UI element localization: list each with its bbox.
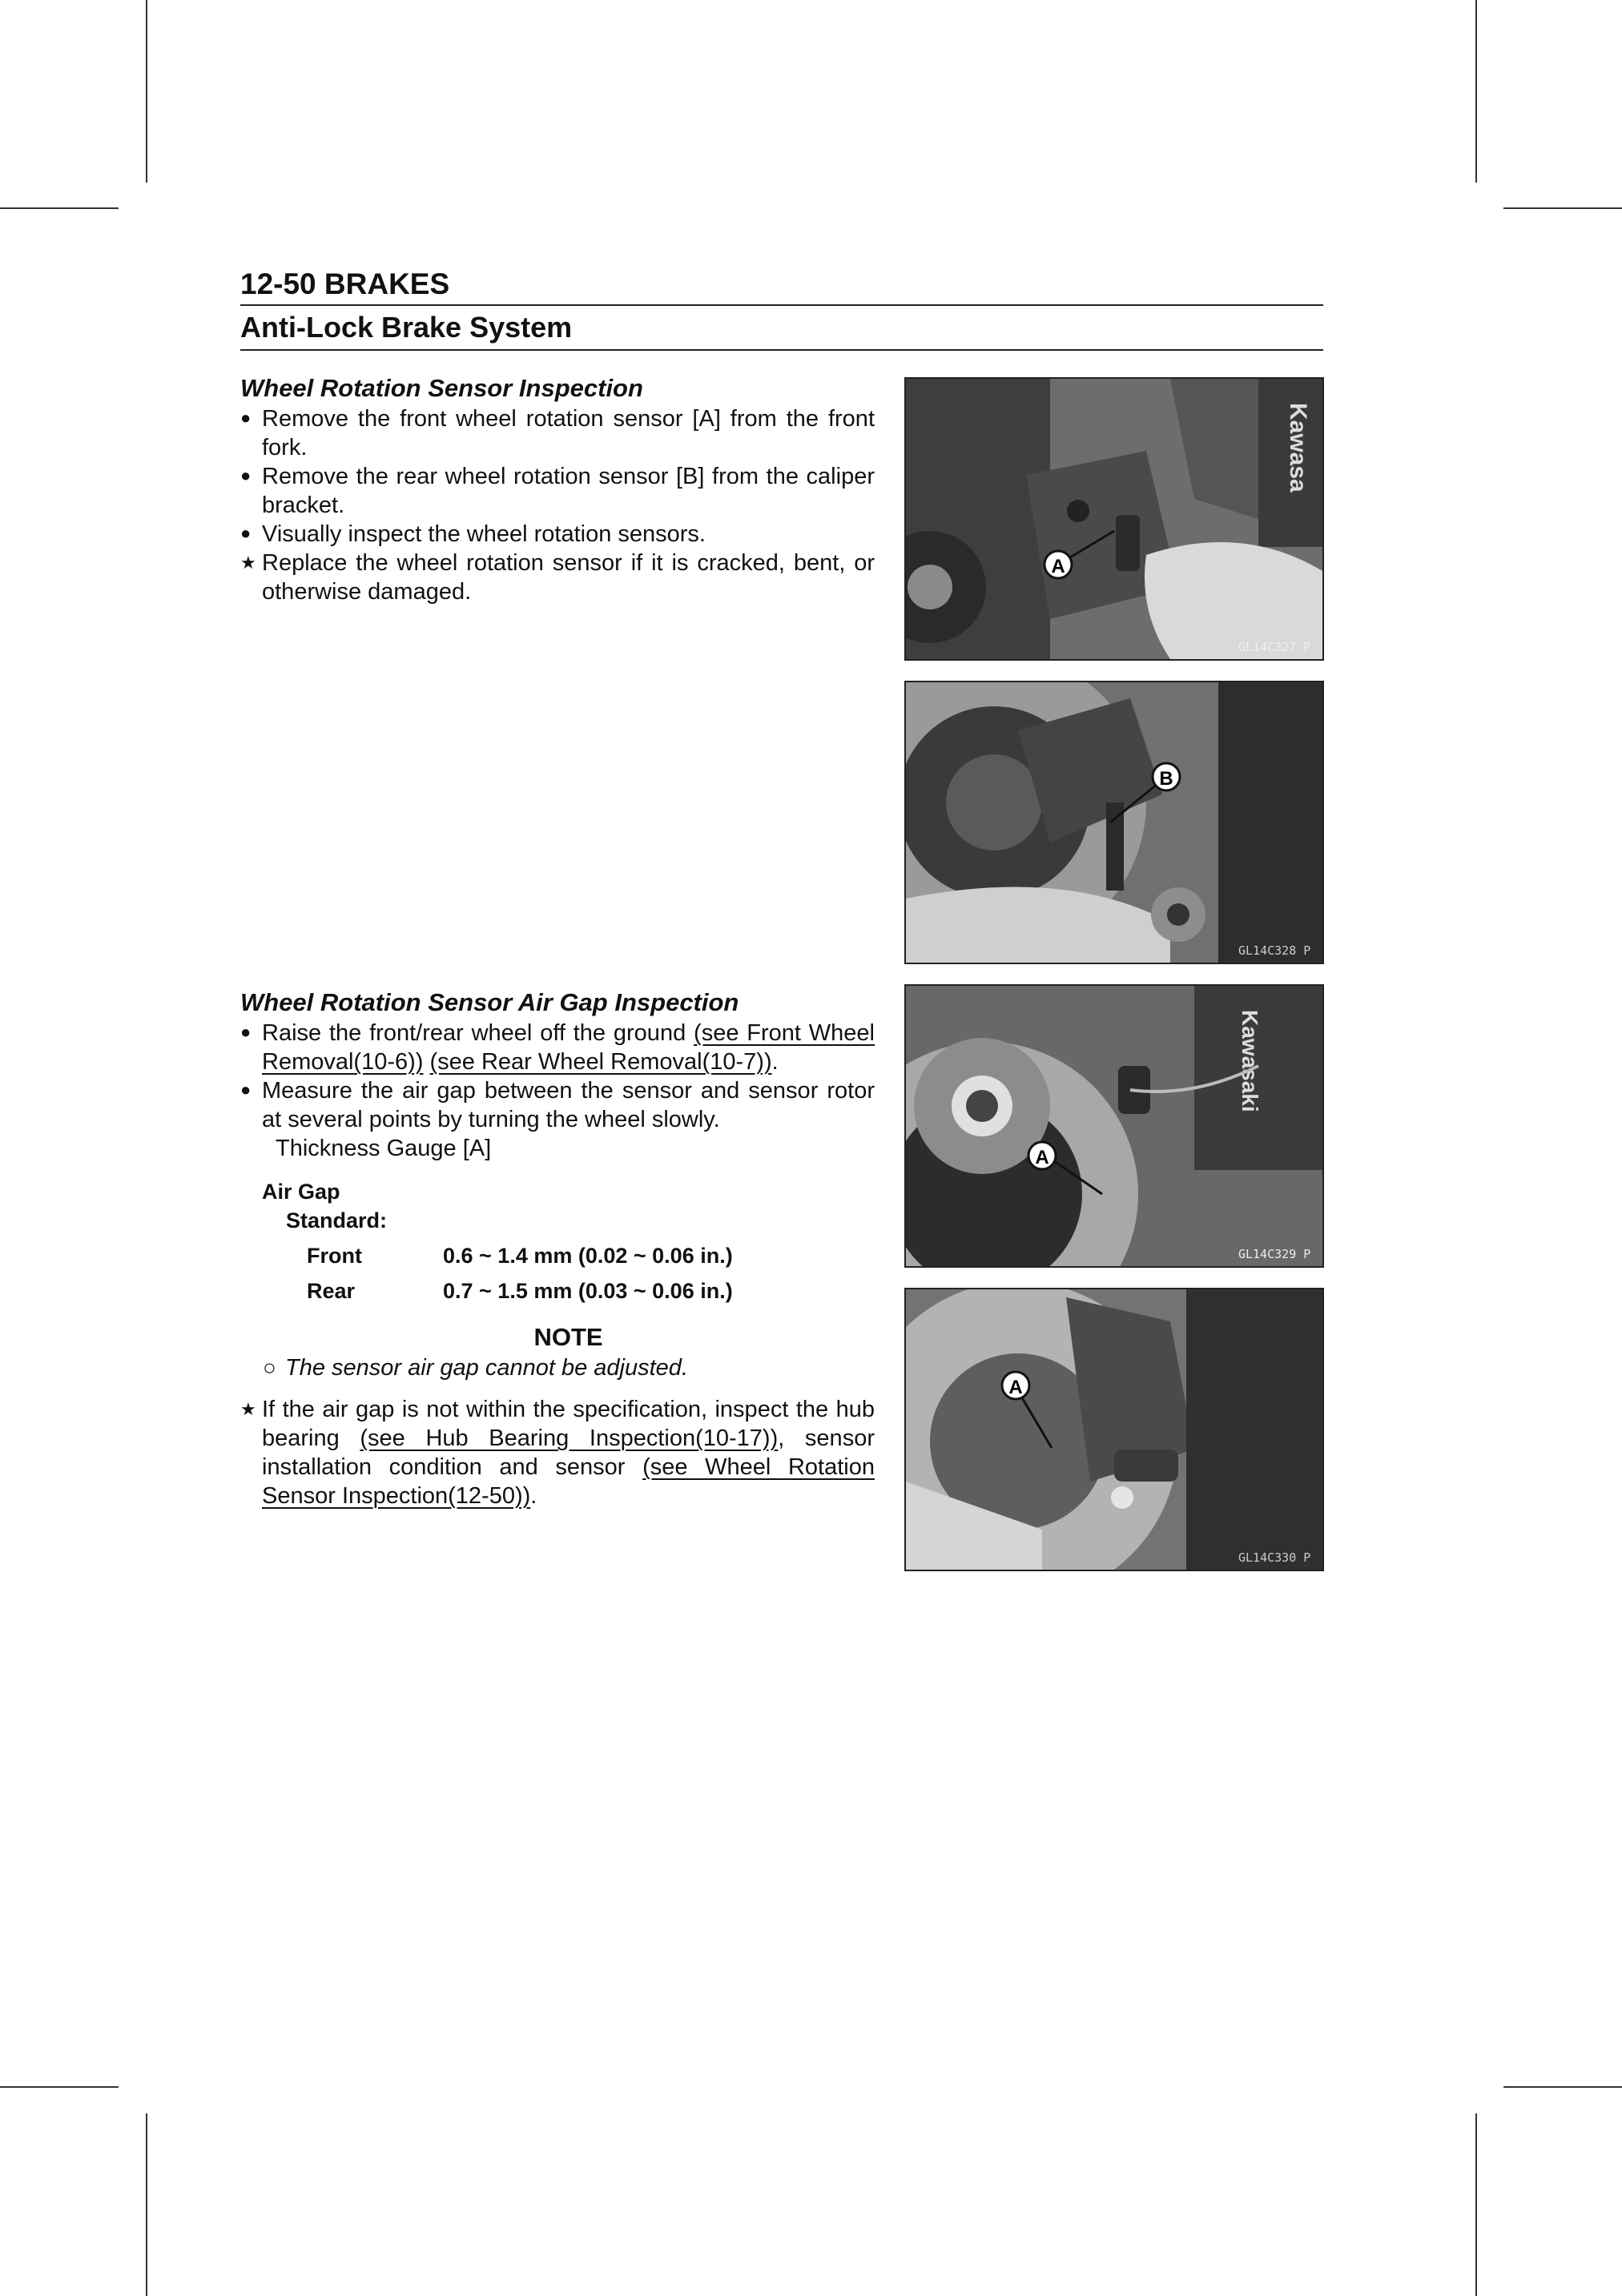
star-icon: ★ (240, 1399, 256, 1419)
callout-label: A (1051, 556, 1065, 577)
page-title: 12-50 BRAKES (240, 267, 450, 300)
figure-caption: GL14C330 P (1238, 1550, 1311, 1565)
air-gap-section (240, 987, 875, 1510)
link-hub-bearing-inspection[interactable]: (see Hub Bearing Inspection(10-17)) (360, 1425, 779, 1451)
page-header (240, 264, 1323, 351)
list-item: ● Visually inspect the wheel rotation sensors. (240, 520, 875, 549)
crop-mark (0, 207, 119, 209)
circle-icon: ○ (263, 1355, 276, 1380)
figure-caption: GL14C327 P (1238, 640, 1311, 654)
link-wheel-rotation-sensor-inspection[interactable]: (see Wheel Rotation Sensor Inspection(12-50)) (262, 1454, 875, 1509)
crop-mark (1503, 2086, 1622, 2088)
spec-block (240, 1177, 875, 1305)
figure-front-air-gap-photo (904, 984, 1324, 1268)
bullet-icon: ● (240, 465, 252, 485)
crop-mark (146, 2113, 147, 2296)
crop-mark (1475, 2113, 1477, 2296)
figure-front-sensor-photo (904, 377, 1324, 661)
note-heading: NOTE (533, 1323, 603, 1351)
list-item: ★ If the air gap is not within the specification, inspect the hub bearing (see Hub Bearing Inspection(10-17)), sensor installation condition and sensor (see Wheel Rotation Sensor Inspection(12-50)). (240, 1397, 875, 1509)
callout-label: B (1159, 768, 1173, 790)
figure-caption: GL14C329 P (1238, 1247, 1311, 1261)
bullet-icon: ● (240, 1080, 252, 1100)
figure-rear-sensor-photo (904, 681, 1324, 964)
list-item: ● Measure the air gap between the sensor and sensor rotor at several points by turning the wheel slowly. (240, 1076, 875, 1134)
callout-label: A (1008, 1377, 1023, 1398)
spec-row: Rear 0.7 ~ 1.5 mm (0.03 ~ 0.06 in.) (307, 1279, 733, 1303)
callout-label: A (1035, 1147, 1049, 1168)
star-icon: ★ (240, 553, 256, 573)
header-rule (240, 349, 1323, 351)
list-item: ● Raise the front/rear wheel off the ground (see Front Wheel Removal(10-6)) (see Rear Wheel Removal(10-7)). (240, 1019, 875, 1076)
brand-lettering: Kawasa (1285, 403, 1311, 493)
crop-mark (0, 2086, 119, 2088)
note-text: ○ The sensor air gap cannot be adjusted. (263, 1355, 688, 1381)
sensor-inspection-section (240, 372, 875, 606)
bullet-icon: ● (240, 523, 252, 543)
spec-row: Front 0.6 ~ 1.4 mm (0.02 ~ 0.06 in.) (307, 1244, 733, 1268)
bullet-icon: ● (240, 1022, 252, 1042)
bullet-icon: ● (240, 408, 252, 428)
link-rear-wheel-removal[interactable]: (see Rear Wheel Removal(10-7)) (429, 1049, 772, 1075)
figure-caption: GL14C328 P (1238, 943, 1311, 958)
list-item: ● Remove the rear wheel rotation sensor [B] from the caliper bracket. (240, 462, 875, 520)
figure-rear-air-gap-photo (904, 1288, 1324, 1571)
link-front-wheel-removal[interactable]: (see Front Wheel Removal(10-6)) (262, 1020, 875, 1075)
spec-title: Air Gap (262, 1180, 340, 1204)
crop-mark (1503, 207, 1622, 209)
crop-mark (1475, 0, 1477, 183)
spec-standard-label: Standard: (286, 1208, 388, 1232)
list-item: ● Remove the front wheel rotation sensor [A] from the front fork. (240, 404, 875, 462)
list-item: ★ Replace the wheel rotation sensor if it is cracked, bent, or otherwise damaged. (240, 550, 875, 605)
crop-mark (146, 0, 147, 183)
brand-lettering: Kawasaki (1238, 1010, 1262, 1112)
air-gap-title: Wheel Rotation Sensor Air Gap Inspection (240, 988, 739, 1016)
section-title: Anti-Lock Brake System (240, 311, 573, 344)
sensor-inspection-title: Wheel Rotation Sensor Inspection (240, 374, 643, 402)
special-tool: Thickness Gauge [A] (276, 1136, 492, 1161)
